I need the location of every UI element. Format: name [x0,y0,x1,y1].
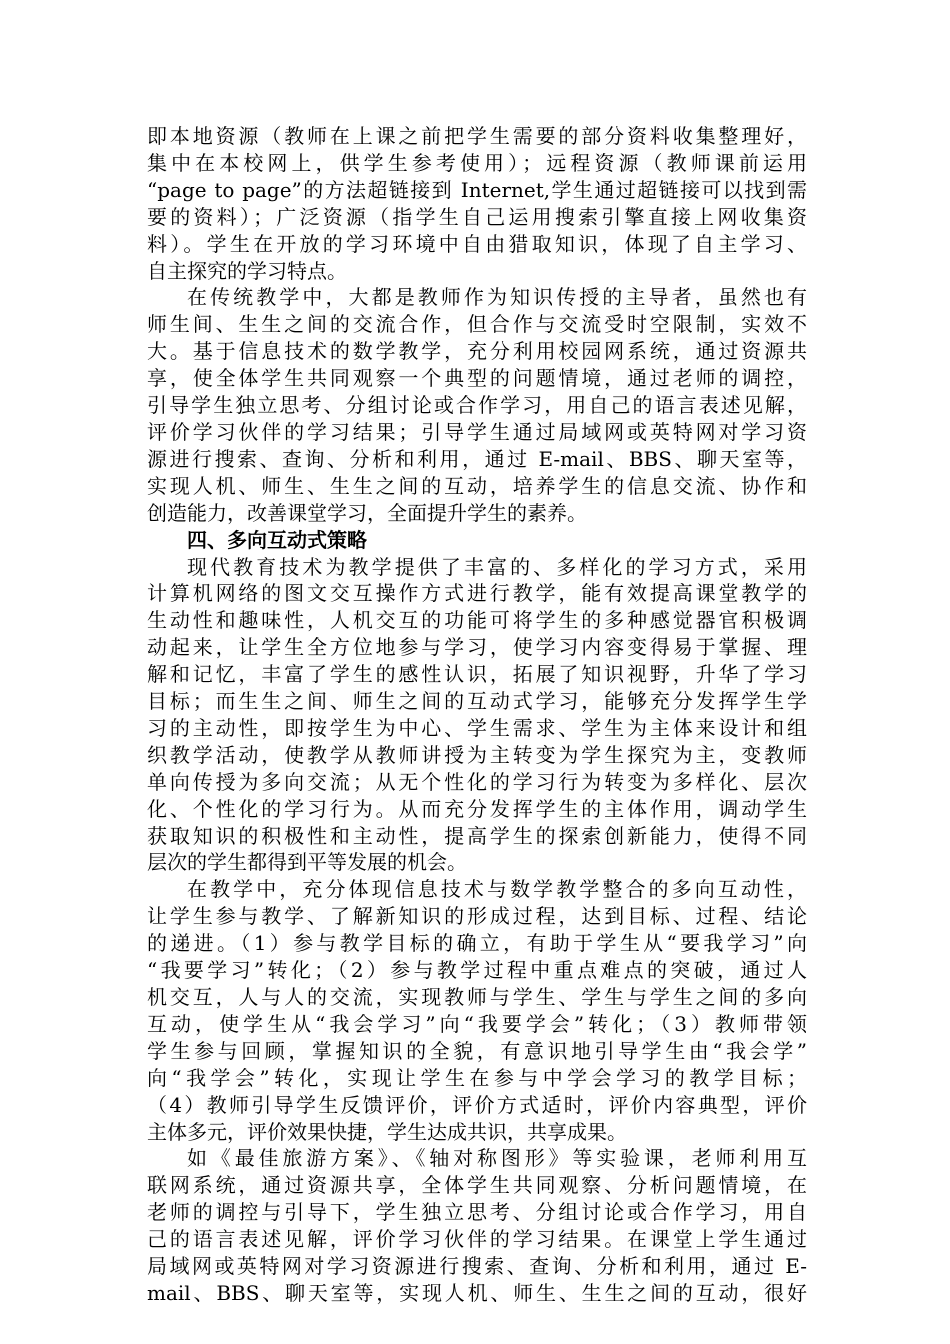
text-line: 单向传授为多向交流；从无个性化的学习行为转变为多样化、层次 [147,769,807,794]
document-page [147,123,807,1307]
text-line: （4）教师引导学生反馈评价，评价方式适时，评价内容典型，评价 [147,1092,807,1117]
paragraph-p1 [147,123,807,284]
text-line: 局域网或英特网对学习资源进行搜索、查询、分析和利用，通过 E- [147,1254,807,1279]
text-line: 在传统教学中，大都是教师作为知识传授的主导者，虽然也有 [187,285,807,310]
text-line: 互动，使学生从“我会学习”向“我要学会”转化；（3）教师带领 [147,1011,807,1036]
text-line: 生动性和趣味性，人机交互的功能可将学生的多种感觉器官积极调 [147,608,807,633]
text-line: 要的资料）；广泛资源（指学生自己运用搜索引擎直接上网收集资 [147,204,807,229]
text-line: 计算机网络的图文交互操作方式进行教学，能有效提高课堂教学的 [147,581,807,606]
text-line: 如《最佳旅游方案》、《轴对称图形》等实验课，老师利用互 [187,1146,807,1171]
text-line: 集中在本校网上，供学生参考使用）；远程资源（教师课前运用 [147,150,807,175]
paragraph-p4 [147,876,807,1145]
text-line: 自主探究的学习特点。 [147,258,347,283]
text-line: 目标；而生生之间、师生之间的互动式学习，能够充分发挥学生学 [147,689,807,714]
text-line: 享，使全体学生共同观察一个典型的问题情境，通过老师的调控， [147,366,807,391]
text-line: mail、BBS、聊天室等，实现人机、师生、生生之间的互动，很好 [147,1280,807,1305]
text-line: 机交互，人与人的交流，实现教师与学生、学生与学生之间的多向 [147,985,807,1009]
text-line: 让学生参与教学、了解新知识的形成过程，达到目标、过程、结论 [147,904,807,929]
text-line: 评价学习伙伴的学习结果；引导学生通过局域网或英特网对学习资 [147,419,807,444]
text-line: 料）。学生在开放的学习环境中自由猎取知识，体现了自主学习、 [147,231,807,256]
paragraph-p2 [147,284,807,526]
text-line: 化、个性化的学习行为。从而充分发挥学生的主体作用，调动学生 [147,796,807,821]
text-line: 解和记忆，丰富了学生的感性认识，拓展了知识视野，升华了学习 [147,662,807,687]
text-line: 源进行搜索、查询、分析和利用，通过 E-mail、BBS、聊天室等， [147,446,807,471]
text-line: 师生间、生生之间的交流合作，但合作与交流受时空限制，实效不 [147,312,807,337]
text-line: “page to page”的方法超链接到 Internet,学生通过超链接可以找到需 [147,177,807,202]
text-line: 获取知识的积极性和主动性，提高学生的探索创新能力，使得不同 [147,823,807,848]
text-line: 的递进。（1）参与教学目标的确立，有助于学生从“要我学习”向 [147,931,807,956]
text-line: 大。基于信息技术的数学教学，充分利用校园网系统，通过资源共 [147,339,807,364]
text-line: 习的主动性，即按学生为中心、学生需求、学生为主体来设计和组 [147,715,807,740]
text-line: 现代教育技术为教学提供了丰富的、多样化的学习方式，采用 [187,554,807,579]
text-line: 引导学生独立思考、分组讨论或合作学习，用自己的语言表述见解， [147,393,807,418]
text-line: 己的语言表述见解，评价学习伙伴的学习结果。在课堂上学生通过 [147,1227,807,1252]
section-heading: 四、多向互动式策略 [187,527,367,552]
text-line: 主体多元，评价效果快捷，学生达成共识，共享成果。 [147,1119,627,1144]
text-line: 在教学中，充分体现信息技术与数学教学整合的多向互动性， [187,877,807,902]
text-line: 层次的学生都得到平等发展的机会。 [147,850,467,875]
text-line: “我要学习”转化；（2）参与教学过程中重点难点的突破，通过人 [147,958,807,983]
text-line: 向“我学会”转化，实现让学生在参与中学会学习的教学目标； [147,1065,807,1090]
text-line: 联网系统，通过资源共享，全体学生共同观察、分析问题情境，在 [147,1173,807,1198]
paragraph-p3 [147,554,807,877]
text-line: 创造能力，改善课堂学习，全面提升学生的素养。 [147,500,587,525]
text-line: 即本地资源（教师在上课之前把学生需要的部分资料收集整理好， [147,124,807,148]
text-line: 动起来，让学生全方位地参与学习，使学习内容变得易于掌握、理 [147,635,807,660]
paragraph-p5 [147,1145,807,1306]
text-line: 织教学活动，使教学从教师讲授为主转变为学生探究为主，变教师 [147,742,807,767]
text-line: 学生参与回顾，掌握知识的全貌，有意识地引导学生由“我会学” [147,1038,807,1063]
text-line: 老师的调控与引导下，学生独立思考、分组讨论或合作学习，用自 [147,1200,807,1225]
text-line: 实现人机、师生、生生之间的互动，培养学生的信息交流、协作和 [147,473,807,498]
